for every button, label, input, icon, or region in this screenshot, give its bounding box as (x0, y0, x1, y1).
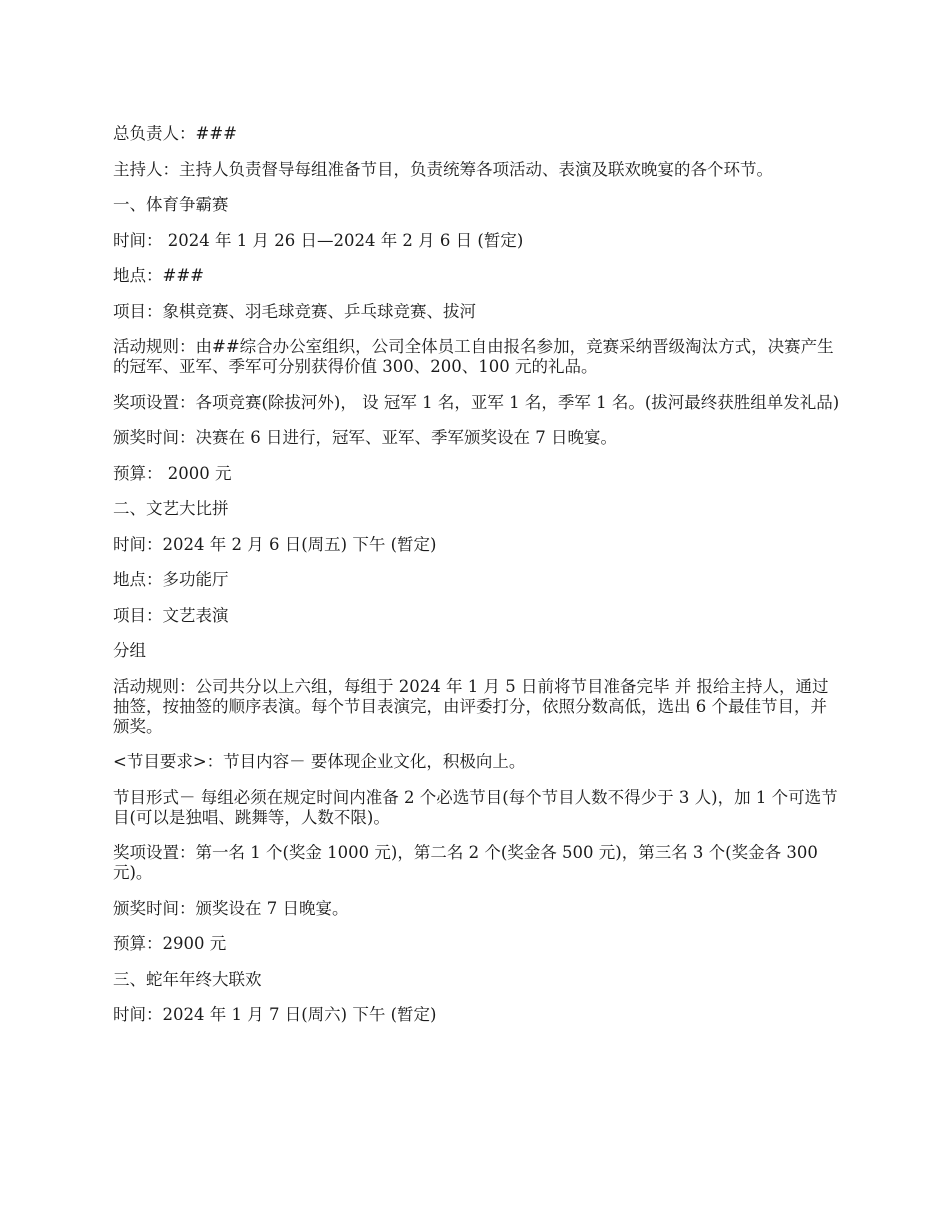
sports-awards: 奖项设置：各项竞赛(除拔河外)， 设 冠军 1 名，亚军 1 名，季军 1 名。(拔河最终获胜组单发礼品) (113, 392, 840, 412)
arts-budget: 预算：2900 元 (113, 934, 227, 953)
sports-items: 项目：象棋竞赛、羽毛球竞赛、乒乓球竞赛、拔河 (113, 301, 476, 321)
arts-program-format: 节目形式－ 每组必须在规定时间内准备 2 个必选节目(每个节目人数不得少于 3 人)，加 1 个可选节目(可以是独唱、跳舞等，人数不限)。 (113, 787, 838, 827)
sports-rules: 活动规则：由##综合办公室组织，公司全体员工自由报名参加，竞赛采纳晋级淘汰方式，决赛产生的冠军、亚军、季军可分别获得价值 300、200、100 元的礼品。 (113, 337, 834, 376)
sports-time: 时间： 2024 年 1 月 26 日—2024 年 2 月 6 日 (暂定) (113, 230, 524, 250)
arts-items: 项目：文艺表演 (113, 605, 229, 625)
sports-location: 地点：### (113, 266, 204, 285)
arts-location: 地点：多功能厅 (113, 570, 229, 589)
host-description: 主持人：主持人负责督导每组准备节目，负责统筹各项活动、表演及联欢晚宴的各个环节。 (113, 159, 773, 179)
gala-time: 时间：2024 年 1 月 7 日(周六) 下午 (暂定) (113, 1005, 437, 1024)
section-heading-sports: 一、体育争霸赛 (113, 195, 229, 214)
document-body (113, 124, 843, 1041)
arts-award-time: 颁奖时间：颁奖设在 7 日晚宴。 (113, 898, 349, 918)
arts-program-requirements: <节目要求>：节目内容－ 要体现企业文化，积极向上。 (113, 752, 526, 771)
arts-grouping: 分组 (113, 641, 146, 660)
section-heading-gala: 三、蛇年年终大联欢 (113, 969, 262, 989)
sports-budget: 预算： 2000 元 (113, 463, 232, 483)
arts-rules: 活动规则：公司共分以上六组，每组于 2024 年 1 月 5 日前将节目准备完毕 并 报给主持人，通过抽签，按抽签的顺序表演。每个节目表演完，由评委打分，依照分数高低，选出 6 个最佳节目，并颁奖。 (113, 676, 829, 736)
section-heading-arts: 二、文艺大比拼 (113, 499, 229, 518)
arts-time: 时间：2024 年 2 月 6 日(周五) 下午 (暂定) (113, 534, 437, 554)
arts-awards: 奖项设置：第一名 1 个(奖金 1000 元)，第二名 2 个(奖金各 500 元)，第三名 3 个(奖金各 300 元)。 (113, 843, 818, 882)
chief-responsible: 总负责人：### (113, 124, 237, 143)
sports-award-time: 颁奖时间：决赛在 6 日进行，冠军、亚军、季军颁奖设在 7 日晚宴。 (113, 428, 617, 447)
